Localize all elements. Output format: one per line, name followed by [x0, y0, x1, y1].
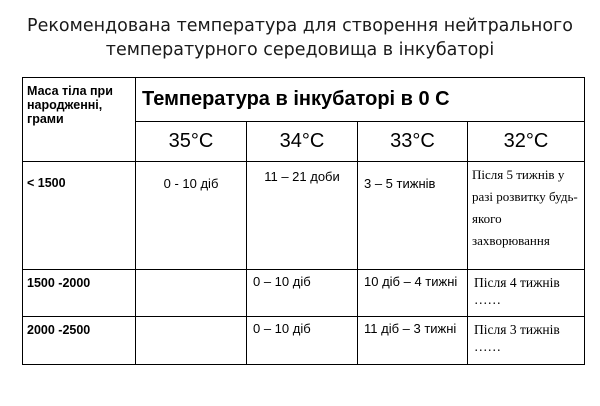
- table-cell: 3 – 5 тижнів: [358, 162, 468, 270]
- temp-header-32: 32°C: [468, 122, 585, 162]
- title-line-1: Рекомендована температура для створення нейтрального: [27, 16, 573, 36]
- temp-header-33: 33°C: [358, 122, 468, 162]
- title-line-2: температурного середовища в інкубаторі: [105, 40, 495, 60]
- table-row: [23, 317, 585, 365]
- mass-column-header: Маса тіла при народженні, грами: [23, 78, 136, 162]
- temperature-table: [22, 77, 585, 365]
- table-cell: 0 - 10 діб: [136, 162, 247, 270]
- table-cell: Після 4 тижнів ……: [468, 270, 585, 317]
- table-cell: Після 5 тижнів у разі розвитку будь-якого захворювання: [468, 162, 585, 270]
- mass-cell: 1500 -2000: [23, 270, 136, 317]
- page-title: [0, 14, 600, 62]
- table-header-row: [23, 78, 585, 122]
- temp-header-35: 35°C: [136, 122, 247, 162]
- temperature-main-header: Температура в інкубаторі в 0 С: [136, 78, 585, 122]
- table-cell: 10 діб – 4 тижні: [358, 270, 468, 317]
- table-cell: 0 – 10 діб: [247, 270, 358, 317]
- table-cell: [136, 317, 247, 365]
- table-row: [23, 162, 585, 270]
- mass-cell: 2000 -2500: [23, 317, 136, 365]
- table-cell: Після 3 тижнів ……: [468, 317, 585, 365]
- temp-header-34: 34°C: [247, 122, 358, 162]
- table-cell: 11 – 21 доби: [247, 162, 358, 270]
- table-cell: 0 – 10 діб: [247, 317, 358, 365]
- mass-cell: < 1500: [23, 162, 136, 270]
- table-cell: 11 діб – 3 тижні: [358, 317, 468, 365]
- table-cell: [136, 270, 247, 317]
- table-row: [23, 270, 585, 317]
